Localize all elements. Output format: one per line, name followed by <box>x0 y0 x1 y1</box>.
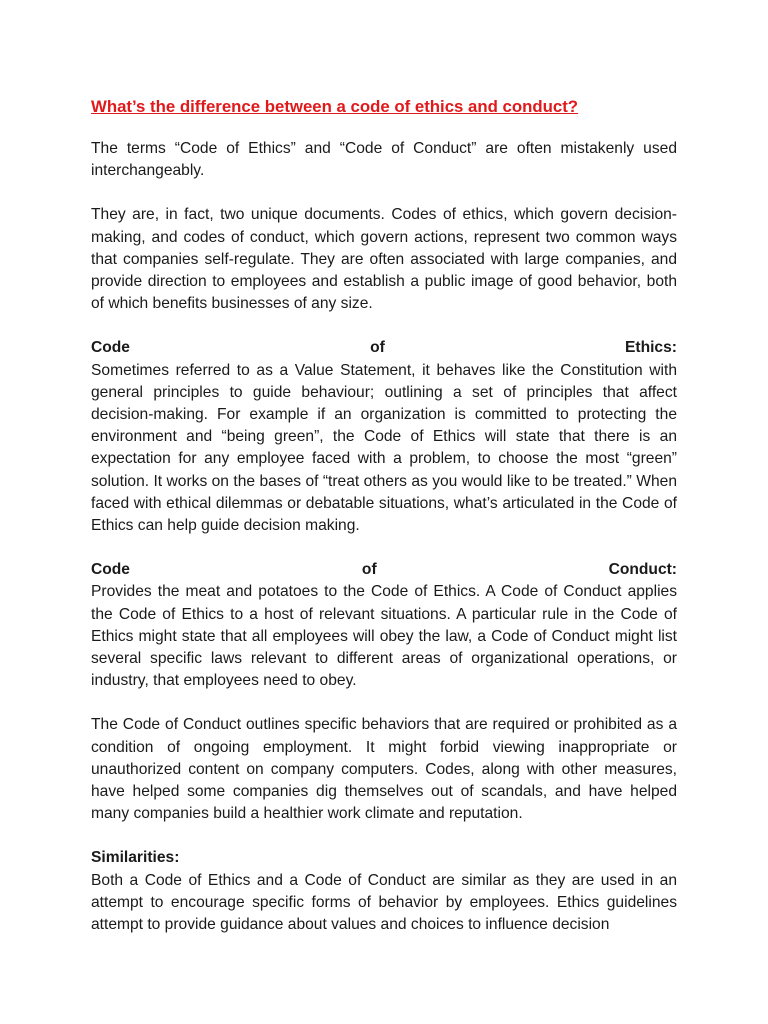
intro-paragraph: The terms “Code of Ethics” and “Code of Conduct” are often mistakenly used interchangeably. <box>91 140 677 180</box>
similarities-section <box>91 847 677 936</box>
similarities-body: Both a Code of Ethics and a Code of Conduct are similar as they are used in an attempt to encourage specific forms of behavior by employees. Ethics guidelines attempt to provide guidance about values and choices to influence decision <box>91 871 677 934</box>
document-title: What’s the difference between a code of ethics and conduct? <box>91 97 579 116</box>
ethics-section <box>91 337 677 537</box>
conduct-heading-word-1: Code <box>91 561 130 579</box>
ethics-body: Sometimes referred to as a Value Statement, it behaves like the Constitution with general principles to guide behaviour; outlining a set of principles that affect decision-making. For example if an organization is committed to protecting the environment and “being green”, the Code of Ethics will state that there is an expectation for any employee faced with a problem, to choose the most “green” solution. It works on the bases of “treat others as you would like to be treated.” When faced with ethical dilemmas or debatable situations, what’s articulated in the Code of Ethics can help guide decision making. <box>91 361 677 535</box>
similarities-heading: Similarities: <box>91 849 180 867</box>
document-page <box>91 96 677 936</box>
conduct-heading-word-2: of <box>361 561 377 579</box>
ethics-heading <box>91 337 677 359</box>
conduct-body: Provides the meat and potatoes to the Code of Ethics. A Code of Conduct applies the Code of Ethics to a host of relevant situations. A particular rule in the Code of Ethics might state that all employees will obey the law, a Code of Conduct might list several specific laws relevant to different areas of organizational operations, or industry, that employees need to obey. <box>91 583 677 690</box>
ethics-heading-word-3: Ethics: <box>624 339 677 357</box>
conduct-section <box>91 559 677 692</box>
conduct-heading <box>91 559 677 581</box>
conduct-heading-word-3: Conduct: <box>608 561 677 579</box>
ethics-heading-word-1: Code <box>91 339 130 357</box>
second-paragraph: They are, in fact, two unique documents. Codes of ethics, which govern decision-making, and codes of conduct, which govern actions, represent two common ways that companies self-regulate. They are often associated with large companies, and provide direction to employees and establish a public image of good behavior, both of which benefits businesses of any size. <box>91 206 677 313</box>
conduct-paragraph-2: The Code of Conduct outlines specific behaviors that are required or prohibited as a condition of ongoing employment. It might forbid viewing inappropriate or unauthorized content on company computers. Codes, along with other measures, have helped some companies dig themselves out of scandals, and have helped many companies build a healthier work climate and reputation. <box>91 716 677 823</box>
ethics-heading-word-2: of <box>370 339 385 357</box>
